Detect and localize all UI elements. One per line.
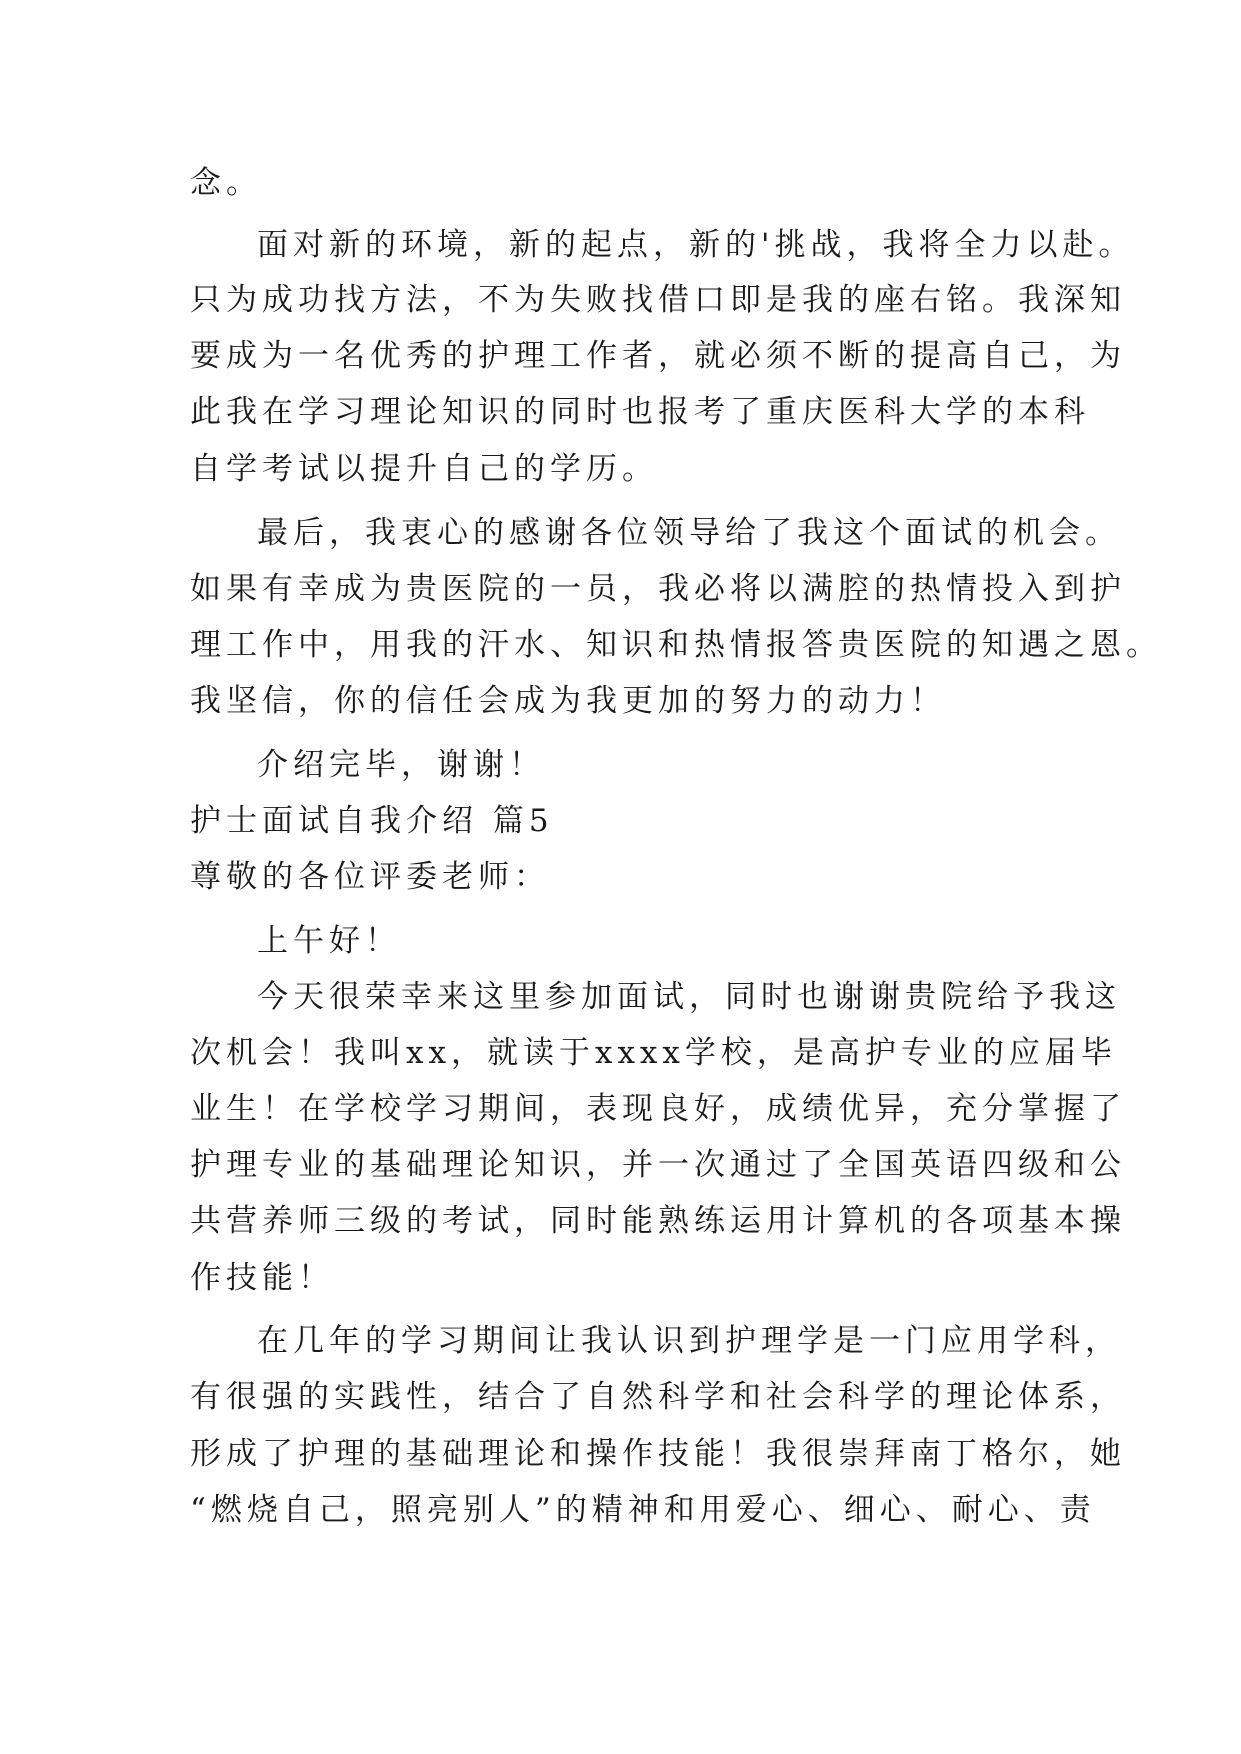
text-line: 此我在学习理论知识的同时也报考了重庆医科大学的本科	[190, 394, 1090, 430]
greeting: 上午好！	[257, 923, 401, 959]
text-line: 介绍完毕，谢谢！	[257, 747, 545, 783]
text-line: 要成为一名优秀的护理工作者，就必须不断的提高自己，为	[190, 338, 1126, 374]
text-line: 作技能！	[190, 1260, 334, 1296]
text-line: 次机会！我叫xx，就读于xxxx学校，是高护专业的应届毕	[190, 1035, 1117, 1071]
text-line: 自学考试以提升自己的学历。	[190, 451, 658, 487]
text-line: 今天很荣幸来这里参加面试，同时也谢谢贵院给予我这	[257, 979, 1121, 1015]
text-line: 最后，我衷心的感谢各位领导给了我这个面试的机会。	[257, 515, 1121, 551]
text-line: “燃烧自己，照亮别人”的精神和用爱心、细心、耐心、责	[190, 1492, 1096, 1528]
text-line: 共营养师三级的考试，同时能熟练运用计算机的各项基本操	[190, 1203, 1126, 1239]
text-line: 在几年的学习期间让我认识到护理学是一门应用学科，	[257, 1323, 1121, 1359]
text-line: 护理专业的基础理论知识，并一次通过了全国英语四级和公	[190, 1147, 1126, 1183]
section-heading: 护士面试自我介绍 篇5	[190, 803, 554, 839]
text-line: 面对新的环境，新的起点，新的'挑战，我将全力以赴。	[257, 227, 1135, 263]
text-line: 如果有幸成为贵医院的一员，我必将以满腔的热情投入到护	[190, 571, 1126, 607]
text-line: 理工作中，用我的汗水、知识和热情报答贵医院的知遇之恩。	[190, 627, 1162, 663]
text-line: 念。	[190, 165, 262, 201]
text-line: 业生！在学校学习期间，表现良好，成绩优异，充分掌握了	[190, 1091, 1126, 1127]
text-line: 只为成功找方法，不为失败找借口即是我的座右铭。我深知	[190, 282, 1126, 318]
text-line: 有很强的实践性，结合了自然科学和社会科学的理论体系，	[190, 1379, 1126, 1415]
salutation: 尊敬的各位评委老师：	[190, 859, 550, 895]
text-line: 我坚信，你的信任会成为我更加的努力的动力！	[190, 683, 946, 719]
text-line: 形成了护理的基础理论和操作技能！我很崇拜南丁格尔，她	[190, 1436, 1126, 1472]
